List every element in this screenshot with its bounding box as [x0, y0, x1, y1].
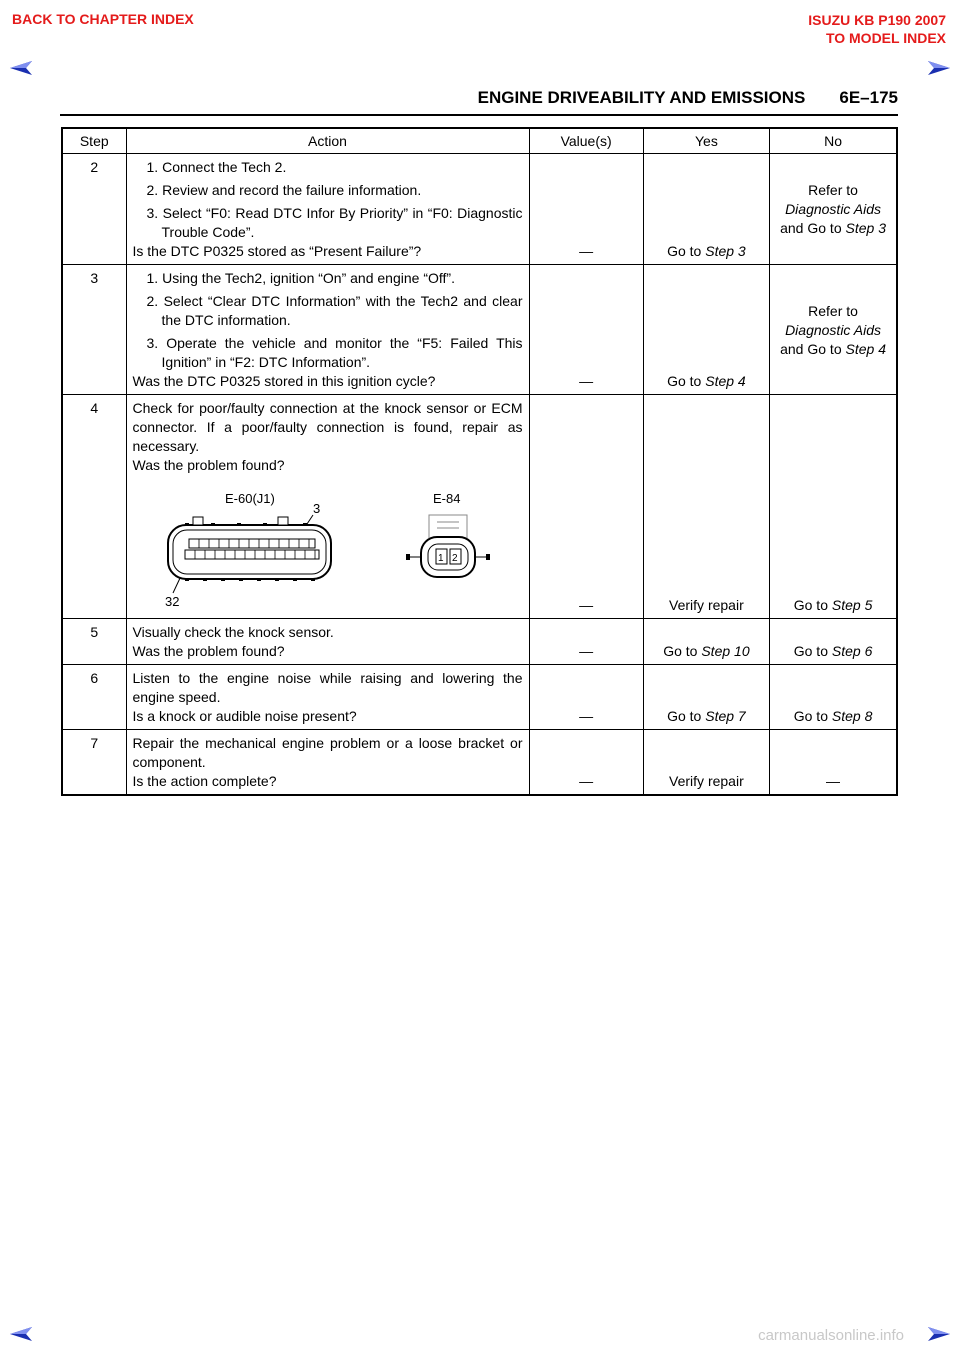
no-prefix: Go to: [793, 643, 832, 659]
model-title: ISUZU KB P190 2007: [808, 12, 946, 28]
action-cell: [126, 619, 529, 665]
action-text: Check for poor/faulty connection at the knock sensor or ECM connector. If a poor/faulty connection is found, repair as necessary.: [132, 400, 523, 454]
knock-sensor-connector-icon: [406, 515, 490, 577]
value-cell: —: [529, 154, 643, 265]
no-prefix: Refer to: [808, 182, 858, 198]
action-step: 3. Operate the vehicle and monitor the “F5: Failed This Ignition” in “F2: DTC Information”.: [146, 335, 523, 370]
no-mid: and Go to: [780, 220, 846, 236]
back-to-chapter-index-link[interactable]: BACK TO CHAPTER INDEX: [12, 11, 194, 27]
pin-32-label: 32: [164, 594, 179, 609]
action-steps: [133, 269, 523, 372]
yes-prefix: Go to: [667, 243, 706, 259]
step-number: 4: [62, 395, 126, 619]
model-index-link[interactable]: TO MODEL INDEX: [825, 30, 946, 46]
no-prefix: Go to: [793, 708, 832, 724]
action-question: Is a knock or audible noise present?: [132, 708, 357, 724]
prev-page-bottom-arrow-icon[interactable]: [10, 1326, 38, 1342]
action-cell: [126, 265, 529, 395]
value-cell: —: [529, 730, 643, 796]
action-cell: [126, 730, 529, 796]
yes-cell: Verify repair: [643, 395, 769, 619]
pin-2-label: 2: [451, 553, 458, 564]
no-prefix: Go to: [793, 597, 832, 613]
col-action-header: Action: [126, 128, 529, 154]
yes-step-link[interactable]: Step 4: [705, 373, 746, 389]
yes-prefix: Go to: [667, 708, 706, 724]
action-question: Was the DTC P0325 stored in this ignition cycle?: [132, 373, 436, 389]
no-step-link[interactable]: Step 5: [831, 597, 873, 613]
table-row: [62, 395, 897, 619]
action-step: 3. Select “F0: Read DTC Infor By Priority” in “F0: Diagnostic Trouble Code”.: [146, 205, 523, 240]
yes-prefix: Go to: [663, 643, 702, 659]
action-step: 1. Connect the Tech 2.: [146, 159, 287, 175]
yes-cell: Verify repair: [643, 730, 769, 796]
table-header-row: [62, 128, 897, 154]
connector-e60-label: E-60(J1): [224, 491, 275, 506]
value-cell: —: [529, 665, 643, 730]
action-cell: [126, 395, 529, 619]
yes-step-link[interactable]: Step 7: [705, 708, 746, 724]
connector-diagram-svg: [133, 475, 523, 615]
action-text: Visually check the knock sensor.: [132, 624, 334, 640]
value-cell: —: [529, 395, 643, 619]
no-step-link[interactable]: Step 3: [845, 220, 886, 236]
no-cell: [770, 395, 897, 619]
yes-cell: [643, 665, 769, 730]
diagnostic-table: [61, 127, 898, 796]
no-cell: [770, 265, 897, 395]
step-number: 5: [62, 619, 126, 665]
connector-diagram: [133, 475, 523, 615]
action-cell: [126, 665, 529, 730]
action-text: Listen to the engine noise while raising and lowering the engine speed.: [132, 670, 523, 705]
yes-cell: [643, 265, 769, 395]
yes-cell: [643, 619, 769, 665]
action-text: Repair the mechanical engine problem or a loose bracket or component.: [132, 735, 523, 770]
action-question: Was the problem found?: [132, 643, 285, 659]
no-prefix: Refer to: [808, 302, 858, 319]
model-index-block[interactable]: [808, 11, 946, 47]
no-step-link[interactable]: Step 6: [831, 643, 873, 659]
action-cell: [126, 154, 529, 265]
footer-watermark: carmanualsonline.info: [758, 1327, 904, 1344]
page-number: 6E–175: [839, 88, 898, 107]
value-cell: —: [529, 619, 643, 665]
no-cell: [770, 665, 897, 730]
pin-3-label: 3: [312, 501, 320, 516]
no-cell: [770, 619, 897, 665]
no-cell: [770, 154, 897, 265]
step-number: 7: [62, 730, 126, 796]
no-cell: —: [770, 730, 897, 796]
table-row: [62, 265, 897, 395]
pin-1-label: 1: [437, 553, 444, 564]
step-number: 6: [62, 665, 126, 730]
yes-cell: [643, 154, 769, 265]
prev-page-arrow-icon[interactable]: [10, 60, 38, 76]
action-question: Was the problem found?: [132, 457, 285, 473]
col-step-header: Step: [62, 128, 126, 154]
connector-e84-label: E-84: [432, 491, 460, 506]
action-step: 2. Select “Clear DTC Information” with the Tech2 and clear the DTC information.: [146, 293, 523, 328]
value-cell: —: [529, 265, 643, 395]
table-row: [62, 154, 897, 265]
table-row: [62, 730, 897, 796]
page-header: [60, 88, 898, 116]
col-values-header: Value(s): [529, 128, 643, 154]
action-question: Is the action complete?: [132, 773, 277, 789]
step-number: 3: [62, 265, 126, 395]
diagnostic-aids-link[interactable]: Diagnostic Aids: [785, 201, 882, 217]
ecm-connector-icon: [168, 517, 331, 581]
no-step-link[interactable]: Step 4: [845, 340, 886, 357]
no-mid: and Go to: [780, 340, 846, 357]
table-row: [62, 619, 897, 665]
action-steps: [133, 158, 523, 242]
next-page-bottom-arrow-icon[interactable]: [922, 1326, 950, 1342]
diagnostic-aids-link[interactable]: Diagnostic Aids: [785, 321, 882, 338]
step-number: 2: [62, 154, 126, 265]
action-step: 2. Review and record the failure information.: [146, 182, 422, 198]
yes-step-link[interactable]: Step 10: [701, 643, 750, 659]
next-page-arrow-icon[interactable]: [922, 60, 950, 76]
page-title: ENGINE DRIVEABILITY AND EMISSIONS: [477, 88, 806, 107]
col-yes-header: Yes: [643, 128, 769, 154]
yes-step-link[interactable]: Step 3: [705, 243, 746, 259]
yes-prefix: Go to: [667, 373, 706, 389]
no-step-link[interactable]: Step 8: [831, 708, 873, 724]
action-step: 1. Using the Tech2, ignition “On” and engine “Off”.: [146, 270, 455, 286]
table-row: [62, 665, 897, 730]
action-question: Is the DTC P0325 stored as “Present Failure”?: [132, 243, 422, 259]
col-no-header: No: [770, 128, 897, 154]
